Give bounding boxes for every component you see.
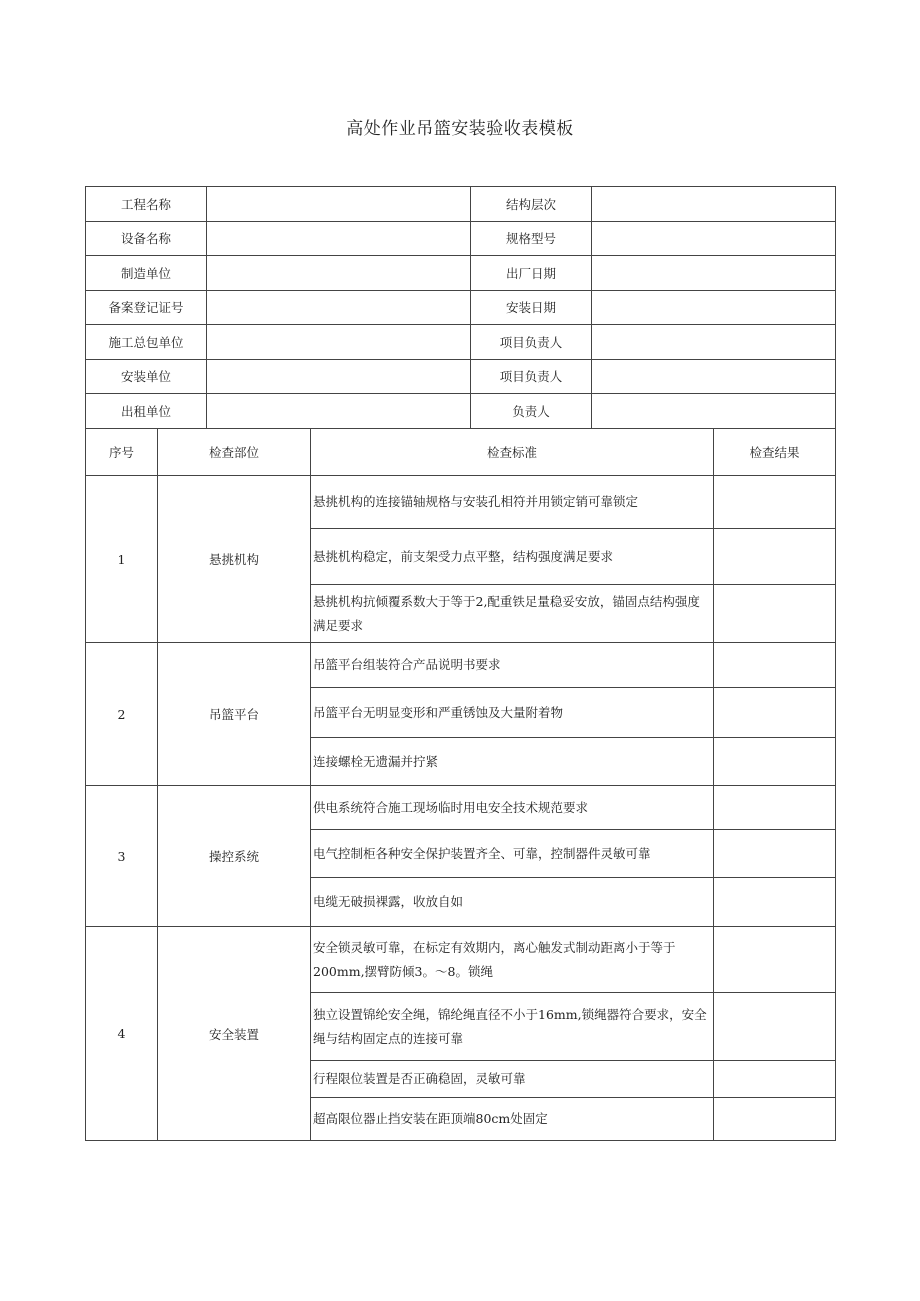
info-label: 项目负责人 [471, 325, 592, 360]
info-label: 安装日期 [471, 290, 592, 325]
info-label: 施工总包单位 [86, 325, 207, 360]
inspection-header-row [86, 429, 836, 476]
info-label: 备案登记证号 [86, 290, 207, 325]
info-label: 出厂日期 [471, 256, 592, 291]
group-part: 安全装置 [158, 927, 311, 1141]
info-value-field[interactable] [207, 359, 471, 394]
info-value-field[interactable] [207, 256, 471, 291]
group-number: 4 [86, 927, 158, 1141]
info-value-field[interactable] [207, 394, 471, 429]
inspection-result-field[interactable] [714, 1061, 836, 1098]
inspection-result-field[interactable] [714, 927, 836, 993]
info-row [86, 187, 836, 222]
inspection-result-field[interactable] [714, 878, 836, 927]
group-part: 吊篮平台 [158, 643, 311, 786]
info-row [86, 290, 836, 325]
info-value-field[interactable] [207, 325, 471, 360]
inspection-result-field[interactable] [714, 830, 836, 878]
inspection-standard: 行程限位装置是否正确稳固，灵敏可靠 [311, 1061, 714, 1098]
info-value-field[interactable] [592, 359, 836, 394]
inspection-standard: 吊篮平台无明显变形和严重锈蚀及大量附着物 [311, 688, 714, 738]
inspection-standard: 独立设置锦纶安全绳，锦纶绳直径不小于16mm,锁绳器符合要求，安全绳与结构固定点的连接可靠 [311, 993, 714, 1061]
header-standard: 检查标准 [311, 429, 714, 476]
header-part: 检查部位 [158, 429, 311, 476]
info-label: 安装单位 [86, 359, 207, 394]
header-result: 检查结果 [714, 429, 836, 476]
info-row [86, 359, 836, 394]
info-row [86, 256, 836, 291]
inspection-result-field[interactable] [714, 476, 836, 529]
info-label: 结构层次 [471, 187, 592, 222]
info-label: 负责人 [471, 394, 592, 429]
group-number: 1 [86, 476, 158, 643]
info-row [86, 221, 836, 256]
info-label: 设备名称 [86, 221, 207, 256]
info-value-field[interactable] [207, 290, 471, 325]
inspection-standard: 供电系统符合施工现场临时用电安全技术规范要求 [311, 786, 714, 830]
group-part: 悬挑机构 [158, 476, 311, 643]
inspection-item-row [86, 786, 836, 830]
inspection-standard: 安全锁灵敏可靠，在标定有效期内，离心触发式制动距离小于等于200mm,摆臂防倾3。～8。锁绳 [311, 927, 714, 993]
group-number: 3 [86, 786, 158, 927]
document-title: 高处作业吊篮安装验收表模板 [346, 119, 574, 139]
header-no: 序号 [86, 429, 158, 476]
inspection-standard: 电气控制柜各种安全保护装置齐全、可靠，控制器件灵敏可靠 [311, 830, 714, 878]
inspection-result-field[interactable] [714, 1098, 836, 1141]
inspection-item-row [86, 927, 836, 993]
info-label: 工程名称 [86, 187, 207, 222]
group-part: 操控系统 [158, 786, 311, 927]
inspection-result-field[interactable] [714, 585, 836, 643]
info-label: 出租单位 [86, 394, 207, 429]
info-value-field[interactable] [207, 221, 471, 256]
inspection-result-field[interactable] [714, 786, 836, 830]
inspection-item-row [86, 643, 836, 688]
inspection-result-field[interactable] [714, 529, 836, 585]
info-value-field[interactable] [592, 394, 836, 429]
info-row [86, 394, 836, 429]
inspection-result-field[interactable] [714, 688, 836, 738]
inspection-table [85, 428, 836, 1141]
info-row [86, 325, 836, 360]
inspection-standard: 吊篮平台组装符合产品说明书要求 [311, 643, 714, 688]
inspection-result-field[interactable] [714, 738, 836, 786]
inspection-standard: 悬挑机构稳定，前支架受力点平整，结构强度满足要求 [311, 529, 714, 585]
info-value-field[interactable] [592, 290, 836, 325]
info-label: 项目负责人 [471, 359, 592, 394]
info-table [85, 186, 836, 429]
info-value-field[interactable] [207, 187, 471, 222]
info-value-field[interactable] [592, 256, 836, 291]
inspection-result-field[interactable] [714, 643, 836, 688]
group-number: 2 [86, 643, 158, 786]
info-value-field[interactable] [592, 221, 836, 256]
inspection-result-field[interactable] [714, 993, 836, 1061]
inspection-standard: 超高限位器止挡安装在距顶端80cm处固定 [311, 1098, 714, 1141]
info-value-field[interactable] [592, 325, 836, 360]
info-label: 制造单位 [86, 256, 207, 291]
inspection-standard: 悬挑机构的连接锚轴规格与安装孔相符并用锁定销可靠锁定 [311, 476, 714, 529]
info-value-field[interactable] [592, 187, 836, 222]
inspection-standard: 电缆无破损裸露，收放自如 [311, 878, 714, 927]
inspection-item-row [86, 476, 836, 529]
inspection-standard: 连接螺栓无遗漏并拧紧 [311, 738, 714, 786]
inspection-standard: 悬挑机构抗倾覆系数大于等于2,配重铁足量稳妥安放，锚固点结构强度满足要求 [311, 585, 714, 643]
info-label: 规格型号 [471, 221, 592, 256]
